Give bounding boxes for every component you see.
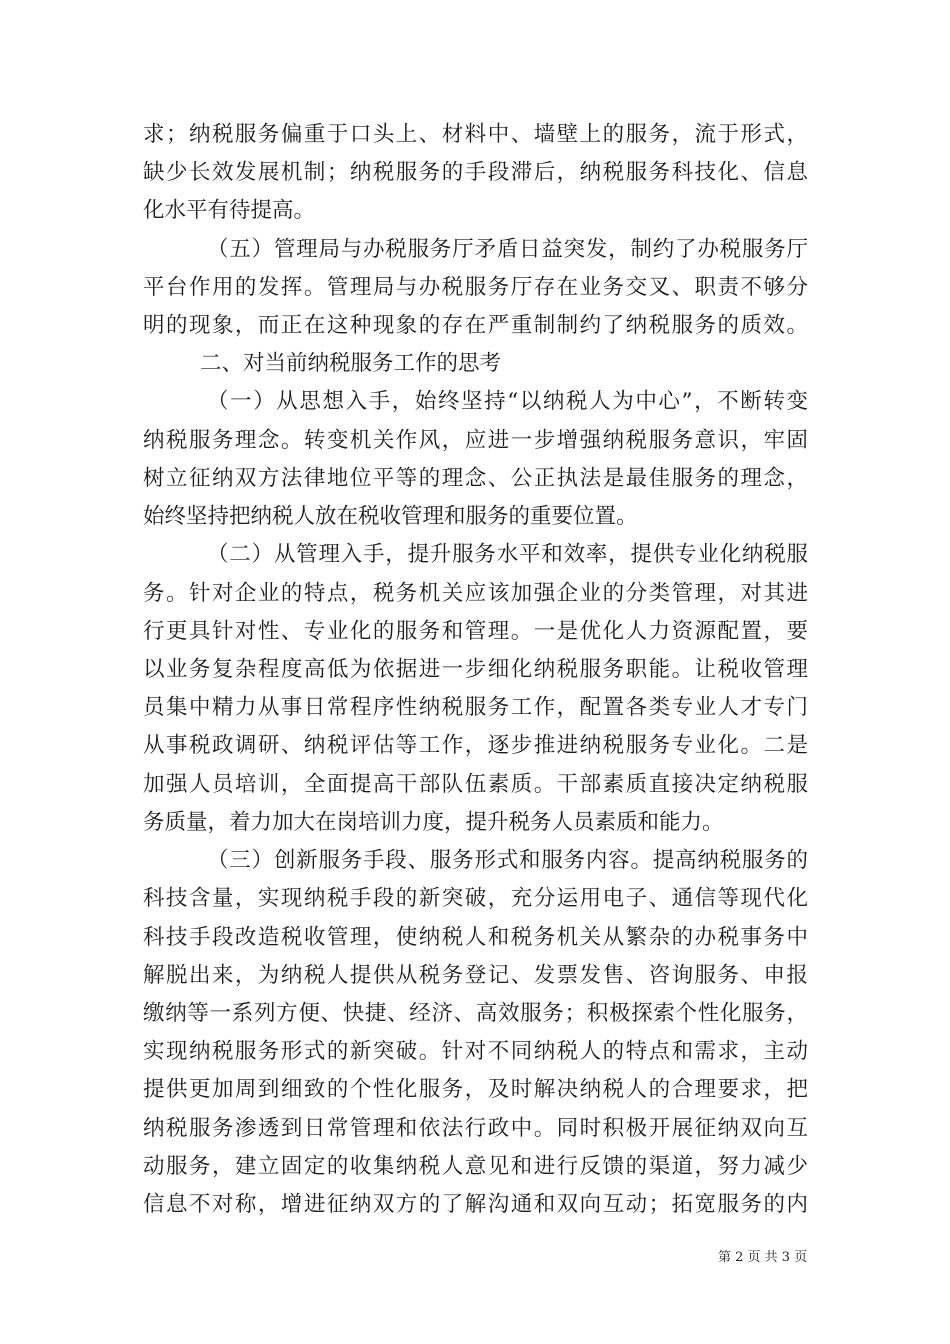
- paragraph-start-line: （三）创新服务手段、服务形式和服务内容。提高纳税服务的: [207, 848, 808, 873]
- text-line: 务质量，着力加大在岗培训力度，提升税务人员素质和能力。: [143, 810, 724, 835]
- paragraph-start-line: （五）管理局与办税服务厅矛盾日益突发，制约了办税服务厅: [207, 237, 808, 262]
- text-line: 缺少长效发展机制；纳税服务的手段滞后，纳税服务科技化、信息: [143, 160, 808, 185]
- text-line: 信息不对称，增进征纳双方的了解沟通和双向互动；拓宽服务的内: [143, 1192, 808, 1217]
- text-line: 始终坚持把纳税人放在税收管理和服务的重要位置。: [143, 504, 638, 529]
- text-line: 以业务复杂程度高低为依据进一步细化纳税服务职能。让税收管理: [143, 657, 808, 682]
- section-heading: 二、对当前纳税服务工作的思考: [200, 351, 502, 376]
- paragraph-start-line: （二）从管理入手，提升服务水平和效率，提供专业化纳税服: [207, 542, 808, 567]
- paragraph-start-line: （一）从思想入手，始终坚持“以纳税人为中心”，不断转变: [207, 389, 808, 414]
- text-line: 从事税政调研、纳税评估等工作，逐步推进纳税服务专业化。二是: [143, 733, 808, 758]
- text-line: 树立征纳双方法律地位平等的理念、公正执法是最佳服务的理念，: [143, 466, 808, 491]
- page-number-footer: 第 2 页 共 3 页: [718, 1250, 808, 1265]
- text-line: 解脱出来，为纳税人提供从税务登记、发票发售、咨询服务、申报: [143, 963, 808, 988]
- text-line: 缴纳等一系列方便、快捷、经济、高效服务；积极探索个性化服务，: [143, 1001, 808, 1026]
- text-line: 实现纳税服务形式的新突破。针对不同纳税人的特点和需求，主动: [143, 1039, 808, 1064]
- text-line: 科技手段改造税收管理，使纳税人和税务机关从繁杂的办税事务中: [143, 925, 808, 950]
- text-line: 纳税服务渗透到日常管理和依法行政中。同时积极开展征纳双向互: [143, 1116, 808, 1141]
- text-line: 明的现象，而正在这种现象的存在严重制制约了纳税服务的质效。: [143, 313, 808, 338]
- text-line: 求；纳税服务偏重于口头上、材料中、墙壁上的服务，流于形式，: [143, 122, 808, 147]
- text-line: 加强人员培训，全面提高干部队伍素质。干部素质直接决定纳税服: [143, 772, 808, 797]
- text-line: 科技含量，实现纳税手段的新突破，充分运用电子、通信等现代化: [143, 886, 808, 911]
- text-line: 化水平有待提高。: [143, 198, 316, 223]
- text-line: 平台作用的发挥。管理局与办税服务厅存在业务交叉、职责不够分: [143, 275, 808, 300]
- text-line: 提供更加周到细致的个性化服务，及时解决纳税人的合理要求，把: [143, 1077, 808, 1102]
- text-line: 动服务，建立固定的收集纳税人意见和进行反馈的渠道，努力减少: [143, 1154, 808, 1179]
- text-line: 员集中精力从事日常程序性纳税服务工作，配置各类专业人才专门: [143, 695, 808, 720]
- text-line: 务。针对企业的特点，税务机关应该加强企业的分类管理，对其进: [143, 581, 808, 606]
- text-line: 纳税服务理念。转变机关作风，应进一步增强纳税服务意识，牢固: [143, 428, 808, 453]
- text-line: 行更具针对性、专业化的服务和管理。一是优化人力资源配置，要: [143, 619, 808, 644]
